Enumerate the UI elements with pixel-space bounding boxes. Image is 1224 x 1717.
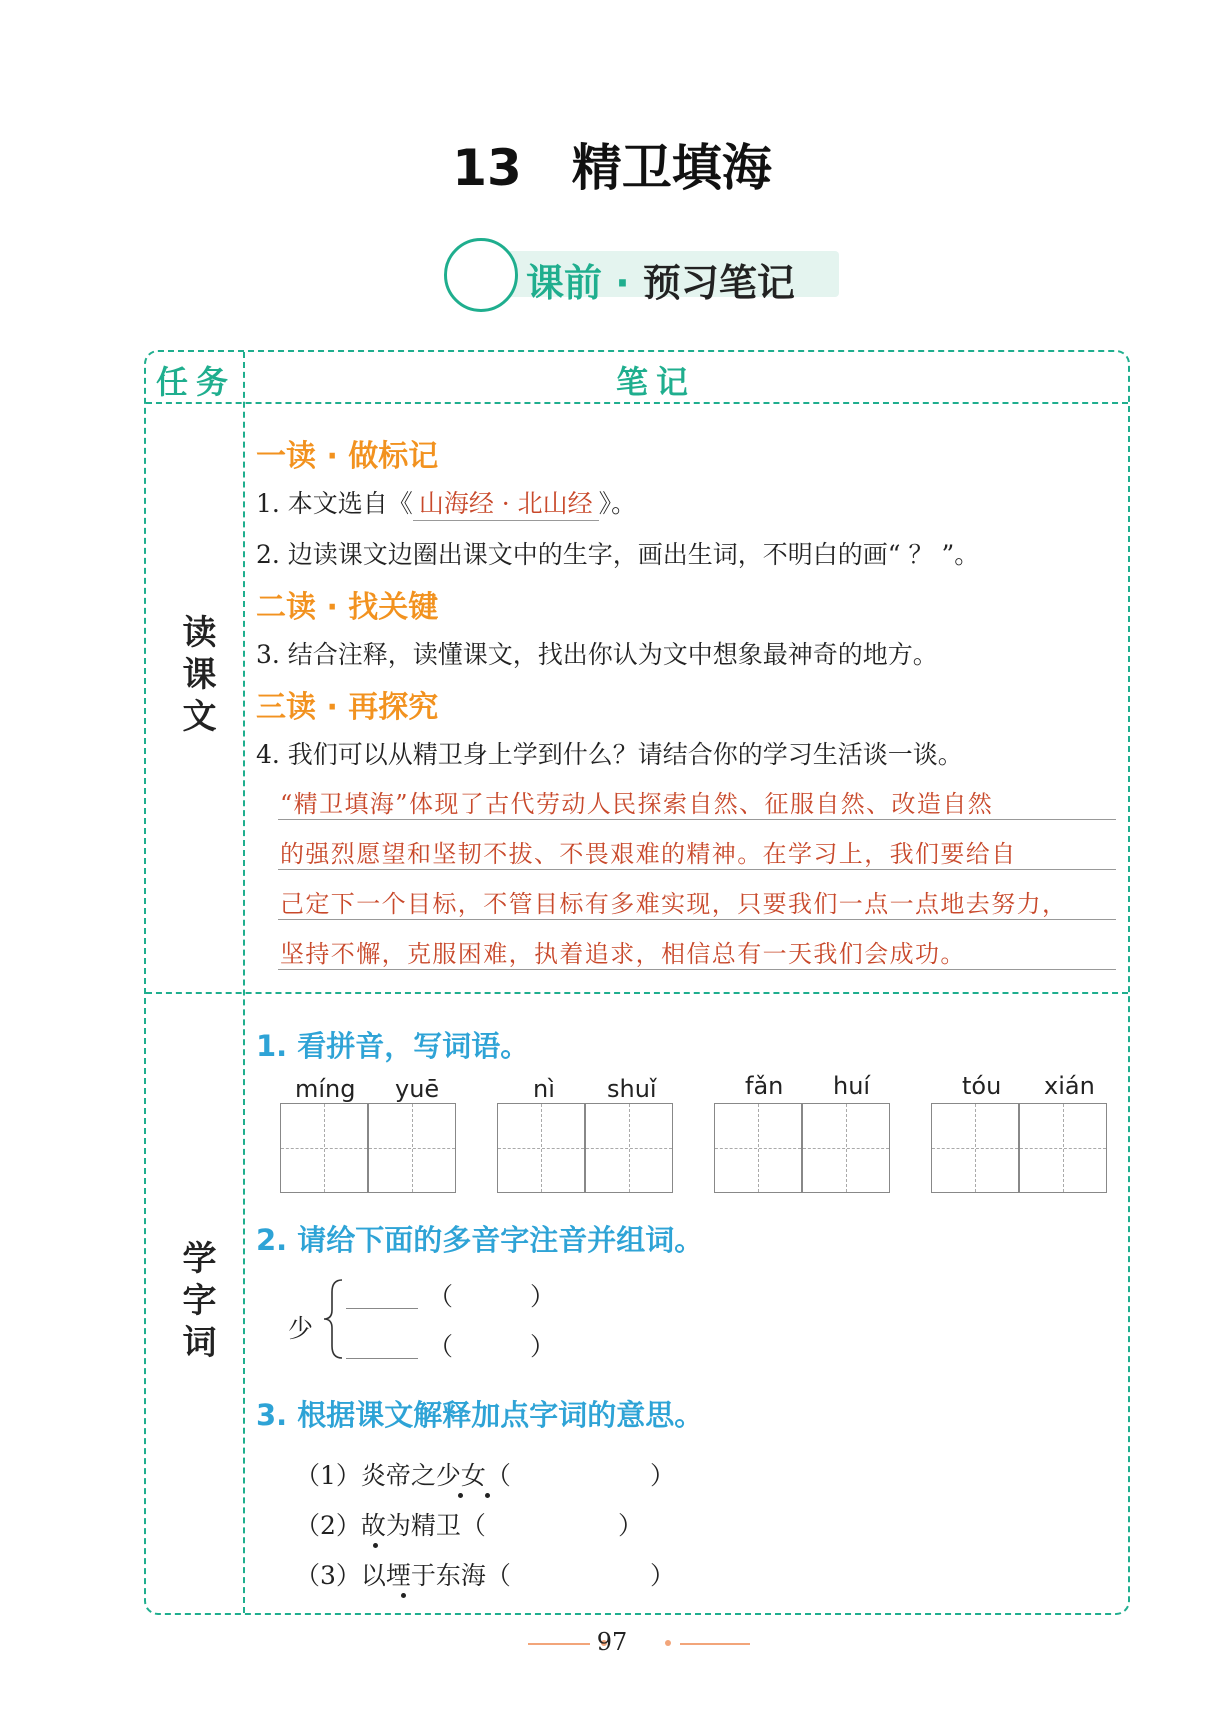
emphasis-dot (373, 1543, 378, 1548)
page-number: 97 (596, 1628, 628, 1656)
row-label-reading: 读课文 (176, 614, 216, 740)
paren-open: （ (428, 1282, 454, 1311)
answer-line: “精卫填海”体现了古代劳动人民探索自然、征服自然、改造自然 (278, 784, 1116, 820)
pinyin: nì (533, 1075, 555, 1103)
pinyin: yuē (395, 1075, 440, 1103)
lesson-name: 精卫填海 (571, 139, 772, 197)
exercise-1-title: 1. 看拼音，写词语。 (256, 1029, 530, 1063)
question-1: 1. 本文选自《 山海经 · 北山经 》。 (256, 484, 636, 521)
exercise-3-title: 3. 根据课文解释加点字词的意思。 (256, 1398, 704, 1432)
writing-grid-box[interactable] (585, 1103, 673, 1193)
blank-line[interactable] (346, 1358, 418, 1359)
writing-grid-box[interactable] (931, 1103, 1019, 1193)
emphasis-dot (458, 1493, 463, 1498)
paren-close: ） (650, 1561, 676, 1590)
answer-line: 坚持不懈，克服困难，执着追求，相信总有一天我们会成功。 (278, 934, 1116, 970)
ex3-item-3: （3）以堙于东海（ (295, 1561, 511, 1590)
step1-heading: 一读 · 做标记 (256, 439, 439, 474)
writing-grid-box[interactable] (802, 1103, 890, 1193)
column-divider (243, 352, 245, 1613)
polyphone-char: 少 (288, 1314, 314, 1343)
header-task: 任务 (156, 363, 237, 401)
writing-grid-box[interactable] (368, 1103, 456, 1193)
writing-grid-box[interactable] (714, 1103, 802, 1193)
answer-line: 己定下一个目标，不管目标有多难实现，只要我们一点一点地去努力， (278, 884, 1116, 920)
blank-line[interactable] (346, 1308, 418, 1309)
step3-heading: 三读 · 再探究 (256, 690, 439, 725)
paren-close: ） (530, 1332, 556, 1361)
brace-icon (322, 1278, 346, 1360)
question-2: 2. 边读课文边圈出课文中的生字，画出生词，不明白的画“ ？ ”。 (256, 540, 980, 569)
answer-line: 的强烈愿望和坚韧不拔、不畏艰难的精神。在学习上，我们要给自 (278, 834, 1116, 870)
pinyin: tóu (962, 1072, 1002, 1100)
page-number-rule (680, 1643, 750, 1645)
writing-grid-box[interactable] (1019, 1103, 1107, 1193)
paren-close: ） (650, 1461, 676, 1490)
pinyin: xián (1044, 1072, 1095, 1100)
page-number-dot (665, 1640, 671, 1646)
lesson-number: 13 (452, 139, 522, 197)
row-label-words: 学字词 (176, 1240, 216, 1366)
writing-grid-box[interactable] (497, 1103, 585, 1193)
pinyin: fǎn (745, 1072, 784, 1100)
lesson-title (0, 128, 1224, 200)
step2-heading: 二读 · 找关键 (256, 590, 439, 625)
row-divider (146, 992, 1128, 994)
pinyin: shuǐ (607, 1075, 657, 1103)
emphasis-dot (485, 1493, 490, 1498)
ex3-item-1: （1）炎帝之少女（ (295, 1461, 511, 1490)
paren-open: （ (428, 1332, 454, 1361)
exercise-2-title: 2. 请给下面的多音字注音并组词。 (256, 1223, 704, 1257)
question-3: 3. 结合注释，读懂课文，找出你认为文中想象最神奇的地方。 (256, 640, 938, 669)
section-title: 课前 · 预习笔记 (526, 261, 795, 305)
emphasis-dot (401, 1593, 406, 1598)
pinyin: huí (833, 1072, 871, 1100)
question-4: 4. 我们可以从精卫身上学到什么？请结合你的学习生活谈一谈。 (256, 740, 963, 769)
ex3-item-2: （2）故为精卫（ (295, 1511, 486, 1540)
header-notes: 笔记 (616, 363, 697, 401)
badge-circle (444, 238, 518, 312)
pinyin: míng (295, 1075, 356, 1103)
q1-answer: 山海经 · 北山经 (413, 484, 599, 521)
writing-grid-box[interactable] (280, 1103, 368, 1193)
paren-close: ） (618, 1511, 644, 1540)
paren-close: ） (530, 1282, 556, 1311)
